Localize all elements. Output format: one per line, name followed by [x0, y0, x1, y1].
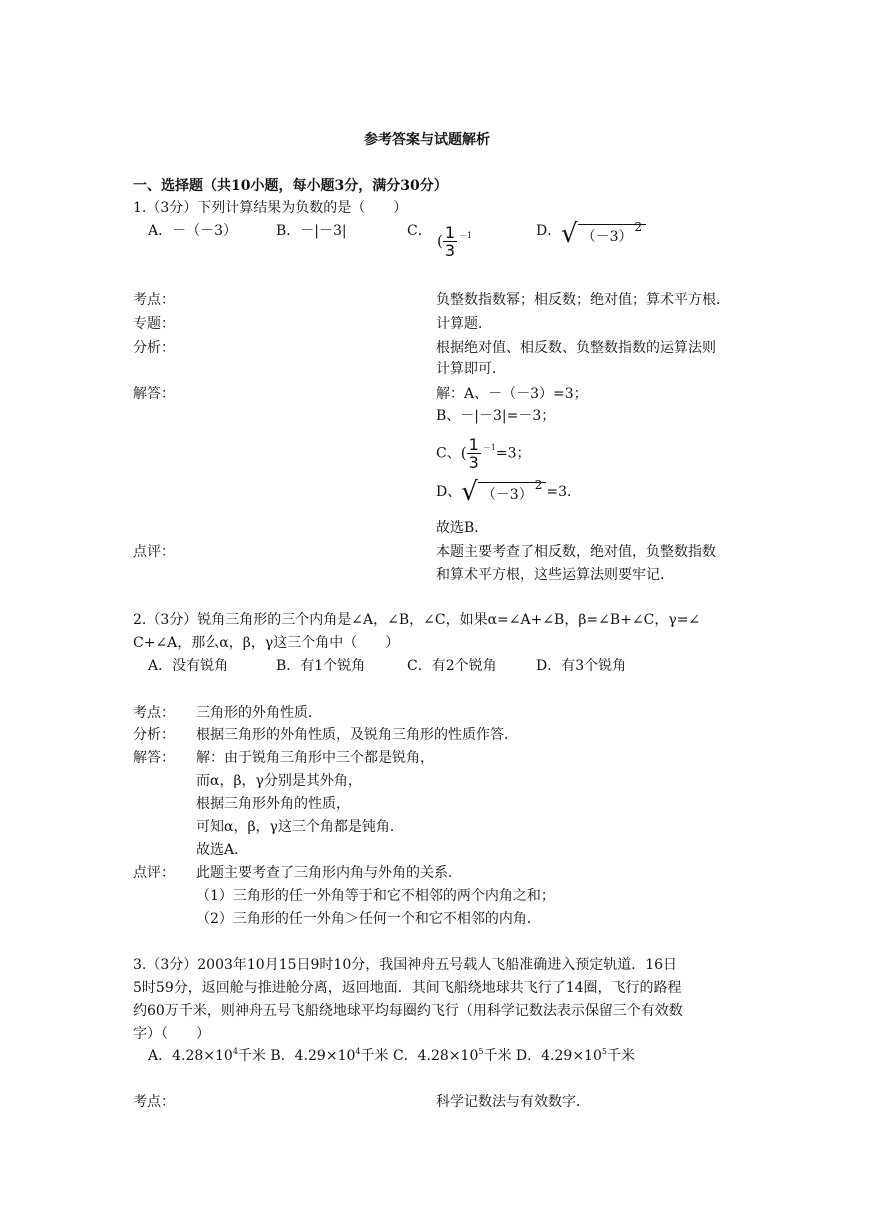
q2-stem-line1: 2.（3分）锐角三角形的三个内角是∠A，∠B，∠C，如果α=∠A+∠B，β=∠B+∠C，γ=∠ — [133, 612, 701, 628]
q1-fenxi-line2: 计算即可． — [436, 361, 506, 377]
q1-option-d-expr — [561, 219, 646, 249]
q2-jieda-line2: 而α，β，γ分别是其外角， — [196, 773, 362, 789]
q1-option-c-expr: ( $\frac{1}{3}$ $^{-1}$ — [437, 223, 473, 260]
fraction: $\frac{1}{3}$ — [468, 435, 479, 472]
q2-jieda-line1: 解：由于锐角三角形中三个都是锐角， — [196, 750, 434, 766]
sqrt-expression: √ （－3）2 — [461, 480, 546, 504]
q3-option-b: B．$4.29\times 10^4$千米 — [270, 1047, 389, 1064]
q1-dianping-line1: 本题主要考查了相反数，绝对值，负整数指数 — [436, 544, 716, 560]
q2-kaodian-label: 考点： — [133, 705, 175, 721]
q2-jieda-label: 解答： — [133, 750, 175, 766]
q1-fenxi-line1: 根据绝对值、相反数、负整数指数的运算法则 — [436, 340, 716, 356]
q3-option-a: A．$4.28\times 10^4$千米 — [148, 1047, 266, 1064]
q2-dianping-line2: （1）三角形的任一外角等于和它不相邻的两个内角之和； — [196, 888, 555, 904]
q1-option-a: A．－（－3） — [148, 223, 238, 239]
section-heading: 一、选择题（共10小题，每小题3分，满分30分） — [133, 178, 448, 194]
q2-dianping-line1: 此题主要考查了三角形内角与外角的关系． — [196, 865, 462, 881]
q3-kaodian: 科学记数法与有效数字． — [436, 1094, 590, 1110]
q2-dianping-label: 点评： — [133, 865, 175, 881]
q2-option-a: A．没有锐角 — [148, 658, 229, 674]
q3-stem-line2: 5时59分，返回舱与推进舱分离，返回地面．其间飞船绕地球共飞行了14圈，飞行的路程 — [133, 980, 682, 996]
q3-option-c: C．$4.28\times 10^5$千米 — [392, 1047, 512, 1064]
q2-fenxi-label: 分析： — [133, 727, 175, 743]
q1-jieda-label: 解答： — [133, 386, 175, 402]
sqrt-expression: √ （－3）2 — [561, 222, 646, 246]
fraction: $\frac{1}{3}$ — [444, 223, 456, 260]
q2-kaodian: 三角形的外角性质． — [196, 705, 322, 721]
q2-jieda-line4: 可知α，β，γ这三个角都是钝角． — [196, 819, 404, 835]
q2-option-c: C．有2个锐角 — [407, 658, 497, 674]
q1-zhuanti-label: 专题： — [133, 316, 175, 332]
q1-jieda-line4: D、 √ （－3）2 =3． — [436, 477, 582, 507]
q3-stem-line1: 3.（3分）2003年10月15日9时10分，我国神舟五号载人飞船准确进入预定轨道．16日 — [133, 957, 678, 973]
q1-kaodian-label: 考点： — [133, 292, 175, 308]
q3-stem-line4: 字）（ ） — [133, 1026, 210, 1042]
q1-zhuanti: 计算题． — [436, 316, 492, 332]
q1-jieda-line3: C、( $\frac{1}{3}$ $^{-1}$=3； — [436, 435, 531, 472]
q3-option-d: D．$4.29\times 10^5$千米 — [515, 1047, 635, 1064]
q1-jieda-line1: 解：A、－（－3）=3； — [436, 386, 588, 402]
q2-option-d: D．有3个锐角 — [536, 658, 627, 674]
q1-jieda-line2: B、－|－3|=－3； — [436, 408, 556, 424]
q2-option-b: B．有1个锐角 — [276, 658, 366, 674]
exponent: －1 — [459, 230, 473, 240]
q3-stem-line3: 约60万千米，则神舟五号飞船绕地球平均每圈约飞行（用科学记数法表示保留三个有效数 — [133, 1003, 683, 1019]
q1-dianping-line2: 和算术平方根，这些运算法则要牢记． — [436, 567, 674, 583]
q1-kaodian: 负整数指数幂；相反数；绝对值；算术平方根． — [436, 292, 730, 308]
q2-stem-line2: C+∠A，那么α，β，γ这三个角中（ ） — [133, 635, 400, 651]
q1-fenxi-label: 分析： — [133, 340, 175, 356]
option-label: C． — [407, 223, 432, 239]
q1-stem: 1.（3分）下列计算结果为负数的是（ ） — [133, 200, 408, 216]
q2-dianping-line3: （2）三角形的任一外角＞任何一个和它不相邻的内角． — [196, 911, 541, 927]
q2-fenxi: 根据三角形的外角性质，及锐角三角形的性质作答． — [196, 727, 518, 743]
q1-option-d — [536, 221, 561, 241]
q1-option-c — [407, 221, 432, 241]
q3-options — [148, 1046, 635, 1068]
option-label: D． — [536, 223, 562, 239]
q1-jieda-line5: 故选B． — [436, 520, 489, 536]
q3-kaodian-label: 考点： — [133, 1094, 175, 1110]
q2-jieda-line5: 故选A． — [196, 842, 249, 858]
q1-dianping-label: 点评： — [133, 544, 175, 560]
page-title: 参考答案与试题解析 — [364, 132, 490, 148]
q1-option-b: B．－|－3| — [276, 223, 347, 239]
q2-jieda-line3: 根据三角形外角的性质， — [196, 796, 350, 812]
